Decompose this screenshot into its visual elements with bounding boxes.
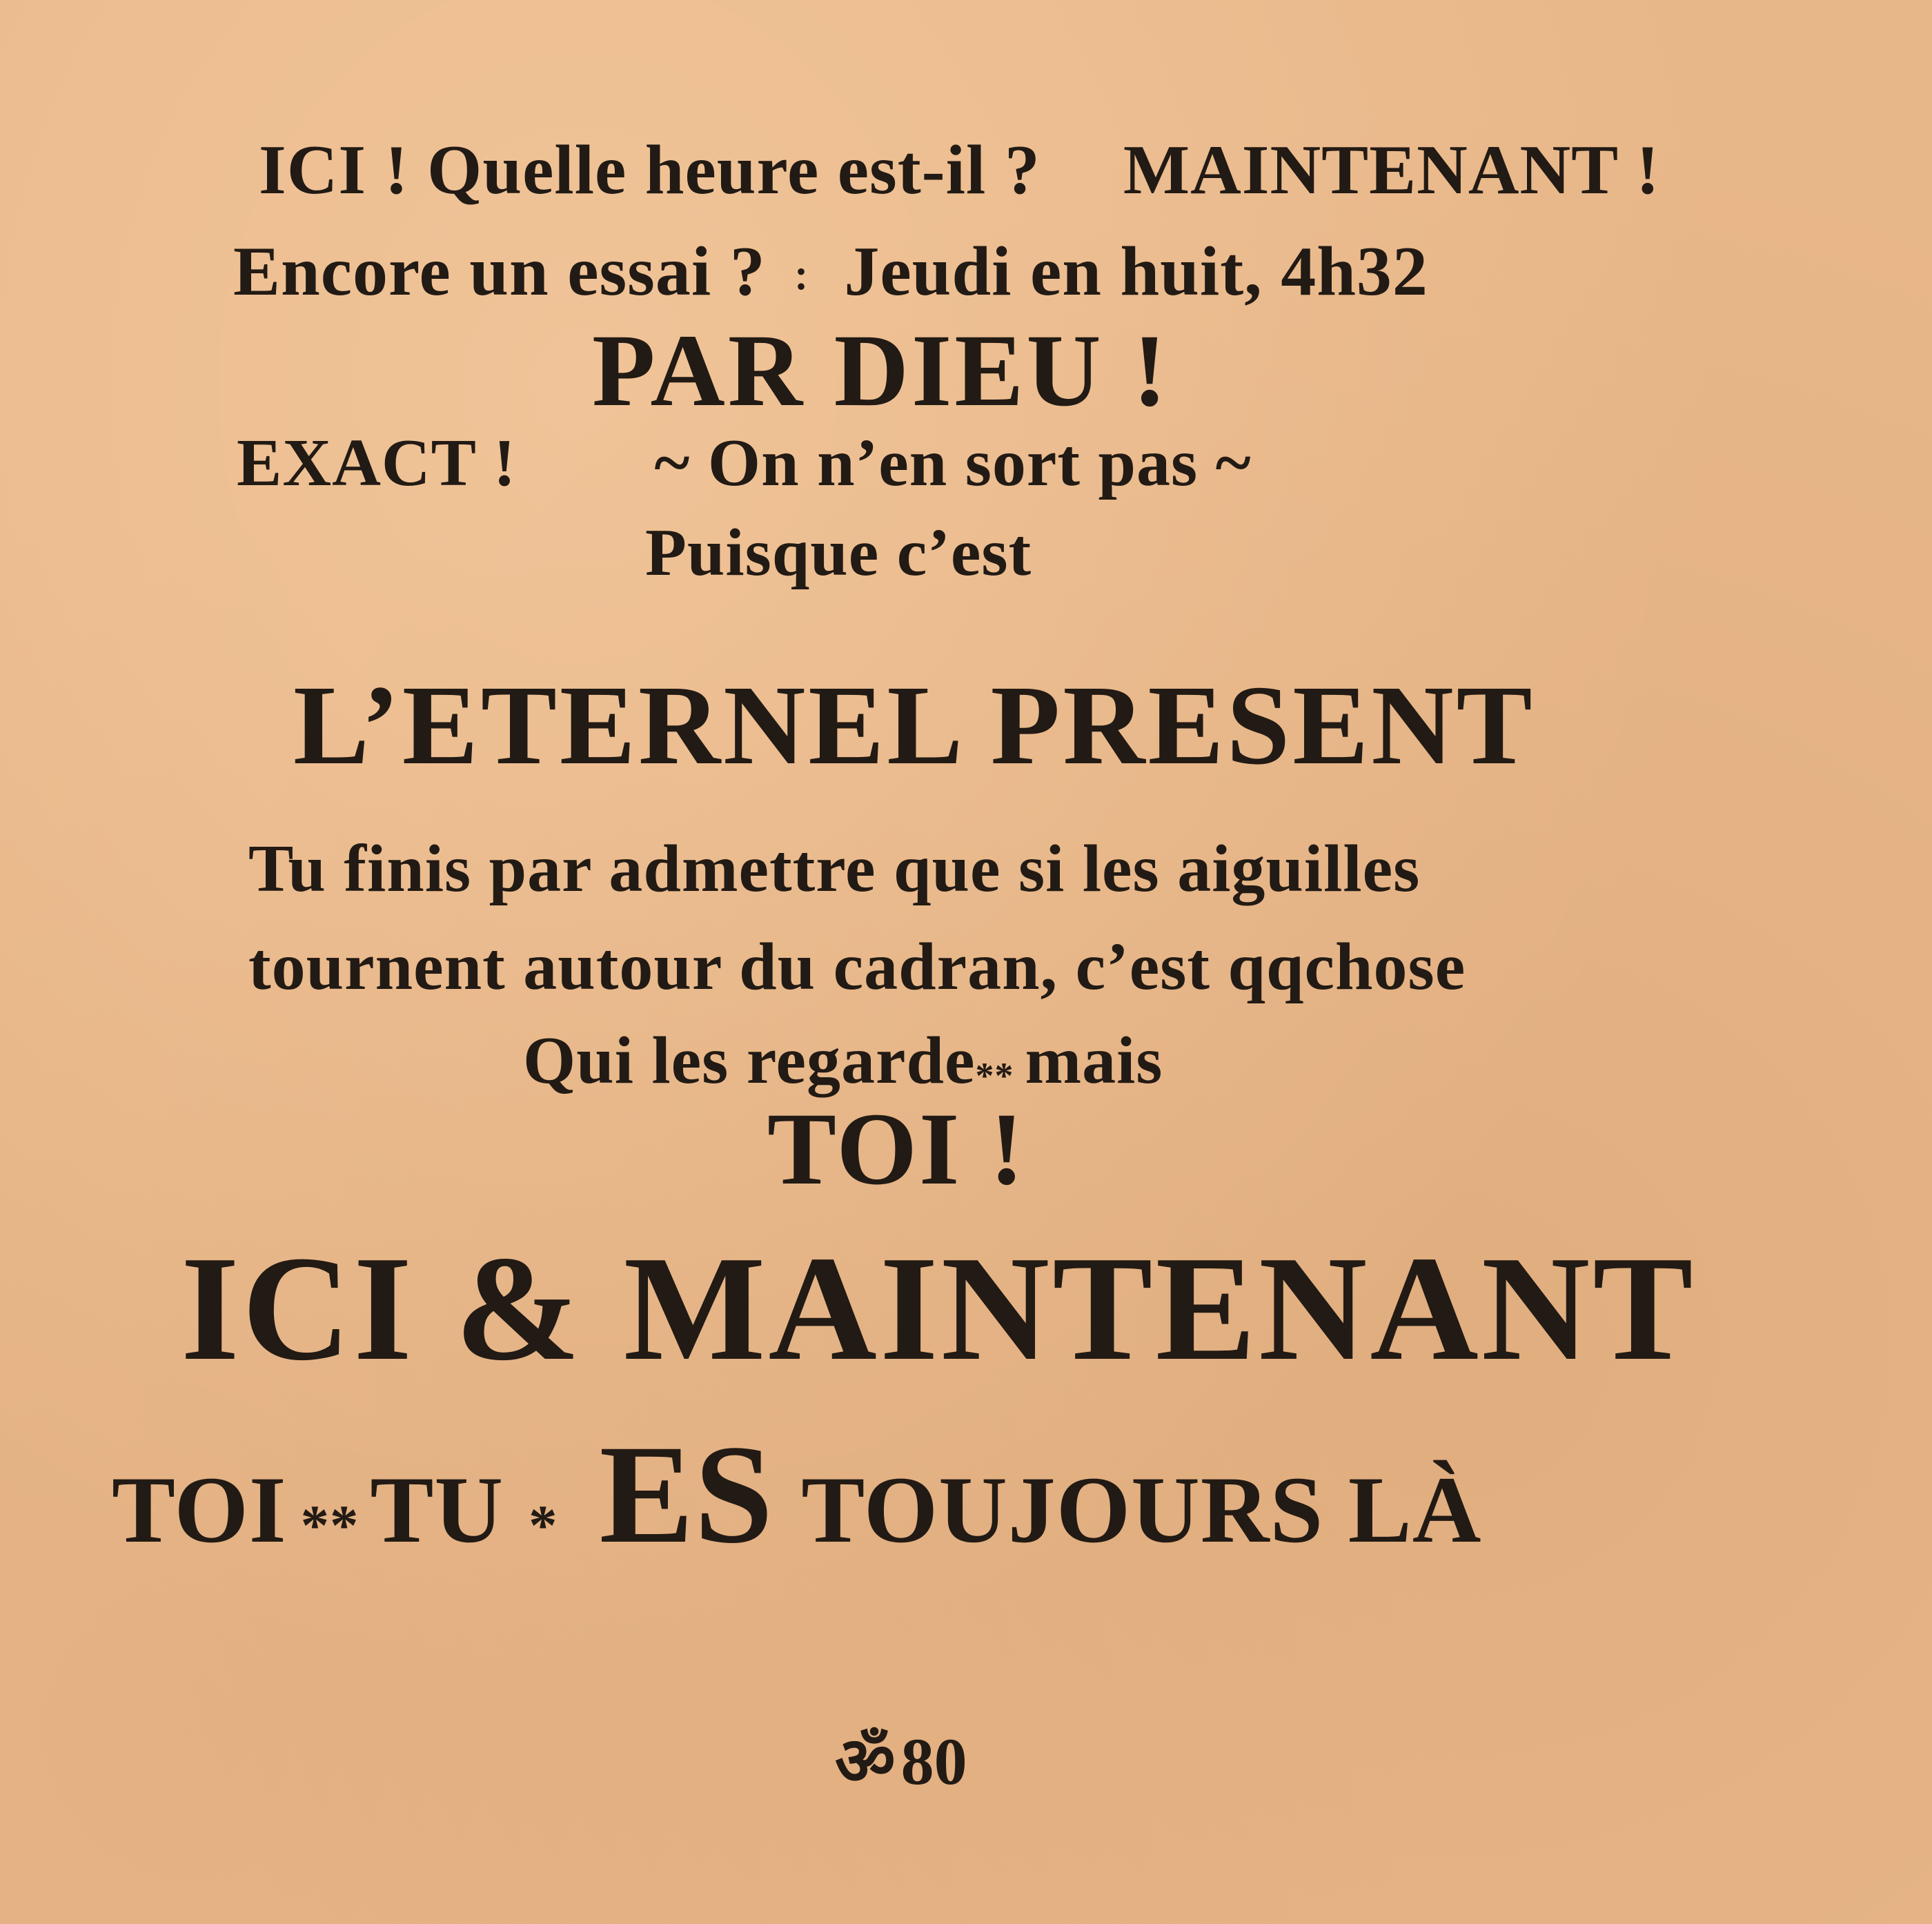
poem-line-8: tournent autour du cadran, c’est qqchose xyxy=(248,930,1466,1004)
line-12-stars-2: * xyxy=(529,1493,558,1558)
line-9-mais: mais xyxy=(1025,1023,1163,1098)
poem-line-par-dieu: PAR DIEU ! xyxy=(592,313,1170,428)
line-1-maintenant: MAINTENANT ! xyxy=(1123,131,1660,209)
poem-line-7: Tu finis par admettre que si les aiguilles xyxy=(248,832,1421,906)
om-symbol-icon: ॐ xyxy=(835,1725,896,1798)
line-12-es: ES xyxy=(599,1416,774,1573)
poem-line-4 xyxy=(237,426,1252,500)
poem-line-ici-maintenant: ICI & MAINTENANT xyxy=(181,1226,1696,1392)
poem-line-puisque: Puisque c’est xyxy=(645,516,1032,590)
poem-line-1 xyxy=(259,131,1660,209)
line-9-stars: ** xyxy=(975,1055,1014,1097)
poem-line-9 xyxy=(523,1023,1163,1098)
line-4-on-nen-sort-pas: ~ On n’en sort pas ~ xyxy=(654,426,1252,500)
line-12-tu: TU xyxy=(370,1457,504,1562)
line-2-colon: ꞉ xyxy=(793,244,810,307)
line-4-exact: EXACT ! xyxy=(237,426,517,500)
signature-year: 80 xyxy=(900,1725,967,1798)
signature xyxy=(835,1725,967,1798)
poem-line-2 xyxy=(233,233,1428,311)
line-12-toujours-la: TOUJOURS LÀ xyxy=(801,1457,1482,1562)
poem-line-12 xyxy=(112,1416,1482,1573)
poem-line-toi: TOI ! xyxy=(767,1092,1026,1206)
line-1-question: ICI ! Quelle heure est-il ? xyxy=(259,131,1041,209)
line-12-toi: TOI xyxy=(112,1457,287,1562)
poem-line-eternel-present: L’ETERNEL PRESENT xyxy=(293,662,1535,788)
line-9-regarde: Qui les regarde xyxy=(523,1023,976,1098)
line-2-essai: Encore un essai ? xyxy=(233,233,766,311)
line-12-stars-1: ** xyxy=(300,1493,359,1558)
line-2-date: Jeudi en huit, 4h32 xyxy=(844,233,1428,311)
